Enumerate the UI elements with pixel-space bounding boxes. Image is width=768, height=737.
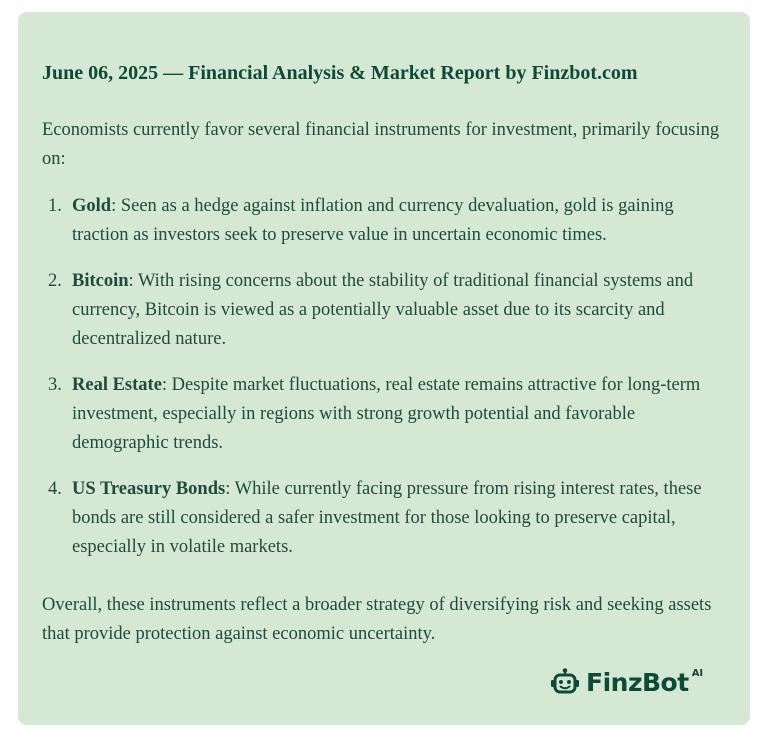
instrument-description: : Seen as a hedge against inflation and currency devaluation, gold is gaining traction as investors seek to preserve value in uncertain economic times.	[72, 196, 674, 245]
logo-ai-badge: AI	[691, 668, 704, 679]
report-card	[18, 12, 750, 725]
list-number: 3.	[48, 375, 62, 395]
list-item	[42, 267, 728, 354]
outro-paragraph: Overall, these instruments reflect a broader strategy of diversifying risk and seeking assets that provide protection against economic uncertainty.	[42, 595, 712, 644]
list-item	[42, 192, 728, 250]
instrument-name: Real Estate	[72, 375, 162, 395]
intro-paragraph: Economists currently favor several financial instruments for investment, primarily focusing on:	[42, 120, 720, 169]
instrument-description: : Despite market fluctuations, real estate remains attractive for long-term investment, especially in regions with strong growth potential and favorable demographic trends.	[72, 375, 701, 453]
instrument-name: Gold	[72, 196, 112, 216]
logo-wordmark: FinzBot	[586, 667, 689, 697]
report-title: June 06, 2025 — Financial Analysis & Market Report by Finzbot.com	[42, 62, 638, 84]
list-number: 4.	[48, 479, 62, 499]
list-item	[42, 475, 728, 562]
list-number: 1.	[48, 196, 62, 216]
instrument-name: US Treasury Bonds	[72, 479, 226, 499]
instrument-list	[42, 192, 728, 579]
instrument-description: : With rising concerns about the stability of traditional financial systems and currency, Bitcoin is viewed as a potentially valuable asset due to its scarcity and decentralized nature.	[72, 271, 694, 349]
robot-icon	[550, 667, 580, 697]
instrument-name: Bitcoin	[72, 271, 129, 291]
finzbot-logo	[550, 664, 703, 700]
list-item	[42, 371, 728, 458]
instrument-description: : While currently facing pressure from rising interest rates, these bonds are still considered a safer investment for those looking to preserve capital, especially in volatile markets.	[72, 479, 702, 557]
list-number: 2.	[48, 271, 62, 291]
